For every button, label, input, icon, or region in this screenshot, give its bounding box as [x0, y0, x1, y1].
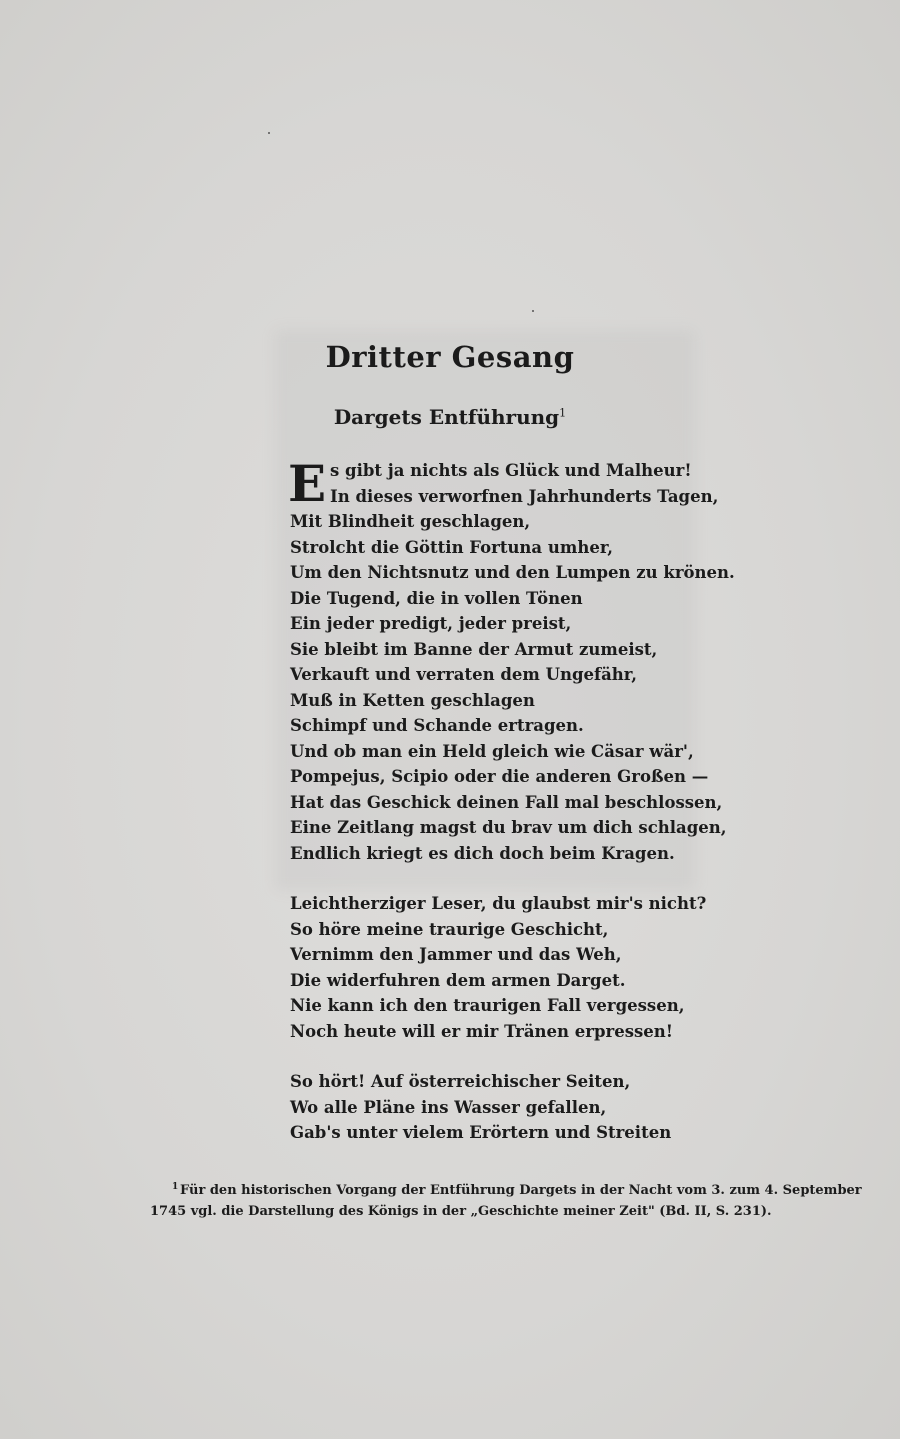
page-title: Dritter Gesang — [325, 340, 575, 374]
poem — [288, 454, 735, 1146]
poem-line: Nie kann ich den traurigen Fall vergessen, — [290, 996, 685, 1015]
poem-line: Wo alle Pläne ins Wasser gefallen, — [290, 1097, 607, 1117]
stanza-1 — [288, 454, 735, 866]
first-line-text: s gibt ja nichts als Glück und Malheur! — [330, 461, 692, 480]
poem-line: Mit Blindheit geschlagen, — [290, 512, 531, 531]
poem-line: Ein jeder predigt, jeder preist, — [290, 614, 572, 633]
poem-line: In dieses verworfnen Jahrhunderts Tagen, — [330, 486, 719, 506]
footnote — [150, 1180, 862, 1222]
footnote-mark: 1 — [172, 1182, 179, 1192]
drop-cap: E — [288, 454, 327, 513]
poem-line: Die widerfuhren dem armen Darget. — [290, 970, 626, 990]
speck — [268, 132, 270, 134]
poem-line: Die Tugend, die in vollen Tönen — [290, 588, 583, 608]
poem-line: So höre meine traurige Geschicht, — [290, 919, 609, 939]
poem-line: Vernimm den Jammer und das Weh, — [290, 945, 622, 964]
stanza-3 — [290, 1069, 710, 1146]
poem-line: Und ob man ein Held gleich wie Cäsar wär', — [290, 741, 694, 761]
speck — [532, 310, 534, 312]
chapter-subtitle — [0, 405, 900, 429]
subtitle-text: Dargets Entführung — [333, 405, 560, 429]
poem-line: Leichtherziger Leser, du glaubst mir's nicht? — [290, 894, 707, 913]
footnote-line: Für den historischen Vorgang der Entführung Dargets in der Nacht vom 3. zum 4. September — [180, 1183, 862, 1198]
stanza-gap — [290, 866, 710, 891]
stanza-gap — [290, 1044, 710, 1069]
poem-line: So hört! Auf österreichischer Seiten, — [290, 1072, 631, 1091]
poem-line: Gab's unter vielem Erörtern und Streiten — [290, 1123, 672, 1142]
poem-line: Noch heute will er mir Tränen erpressen! — [290, 1021, 674, 1041]
poem-line: Endlich kriegt es dich doch beim Kragen. — [290, 843, 675, 863]
footnote-line: 1745 vgl. die Darstellung des Königs in der „Geschichte meiner Zeit" (Bd. II, S. 231). — [150, 1204, 772, 1219]
poem-line: Schimpf und Schande ertragen. — [290, 716, 584, 735]
poem-line: Eine Zeitlang magst du brav um dich schlagen, — [290, 818, 727, 837]
footnote-reference: 1 — [559, 406, 567, 420]
poem-line: Hat das Geschick deinen Fall mal beschlossen, — [290, 792, 723, 812]
poem-line: Um den Nichtsnutz und den Lumpen zu krönen. — [290, 563, 735, 582]
poem-line: Sie bleibt im Banne der Armut zumeist, — [290, 639, 658, 659]
poem-line: Pompejus, Scipio oder die anderen Großen — — [290, 767, 709, 786]
poem-line: Strolcht die Göttin Fortuna umher, — [290, 537, 614, 557]
poem-line: Verkauft und verraten dem Ungefähr, — [290, 665, 638, 684]
poem-line: Muß in Ketten geschlagen — [290, 690, 535, 710]
stanza-2 — [290, 891, 710, 1044]
